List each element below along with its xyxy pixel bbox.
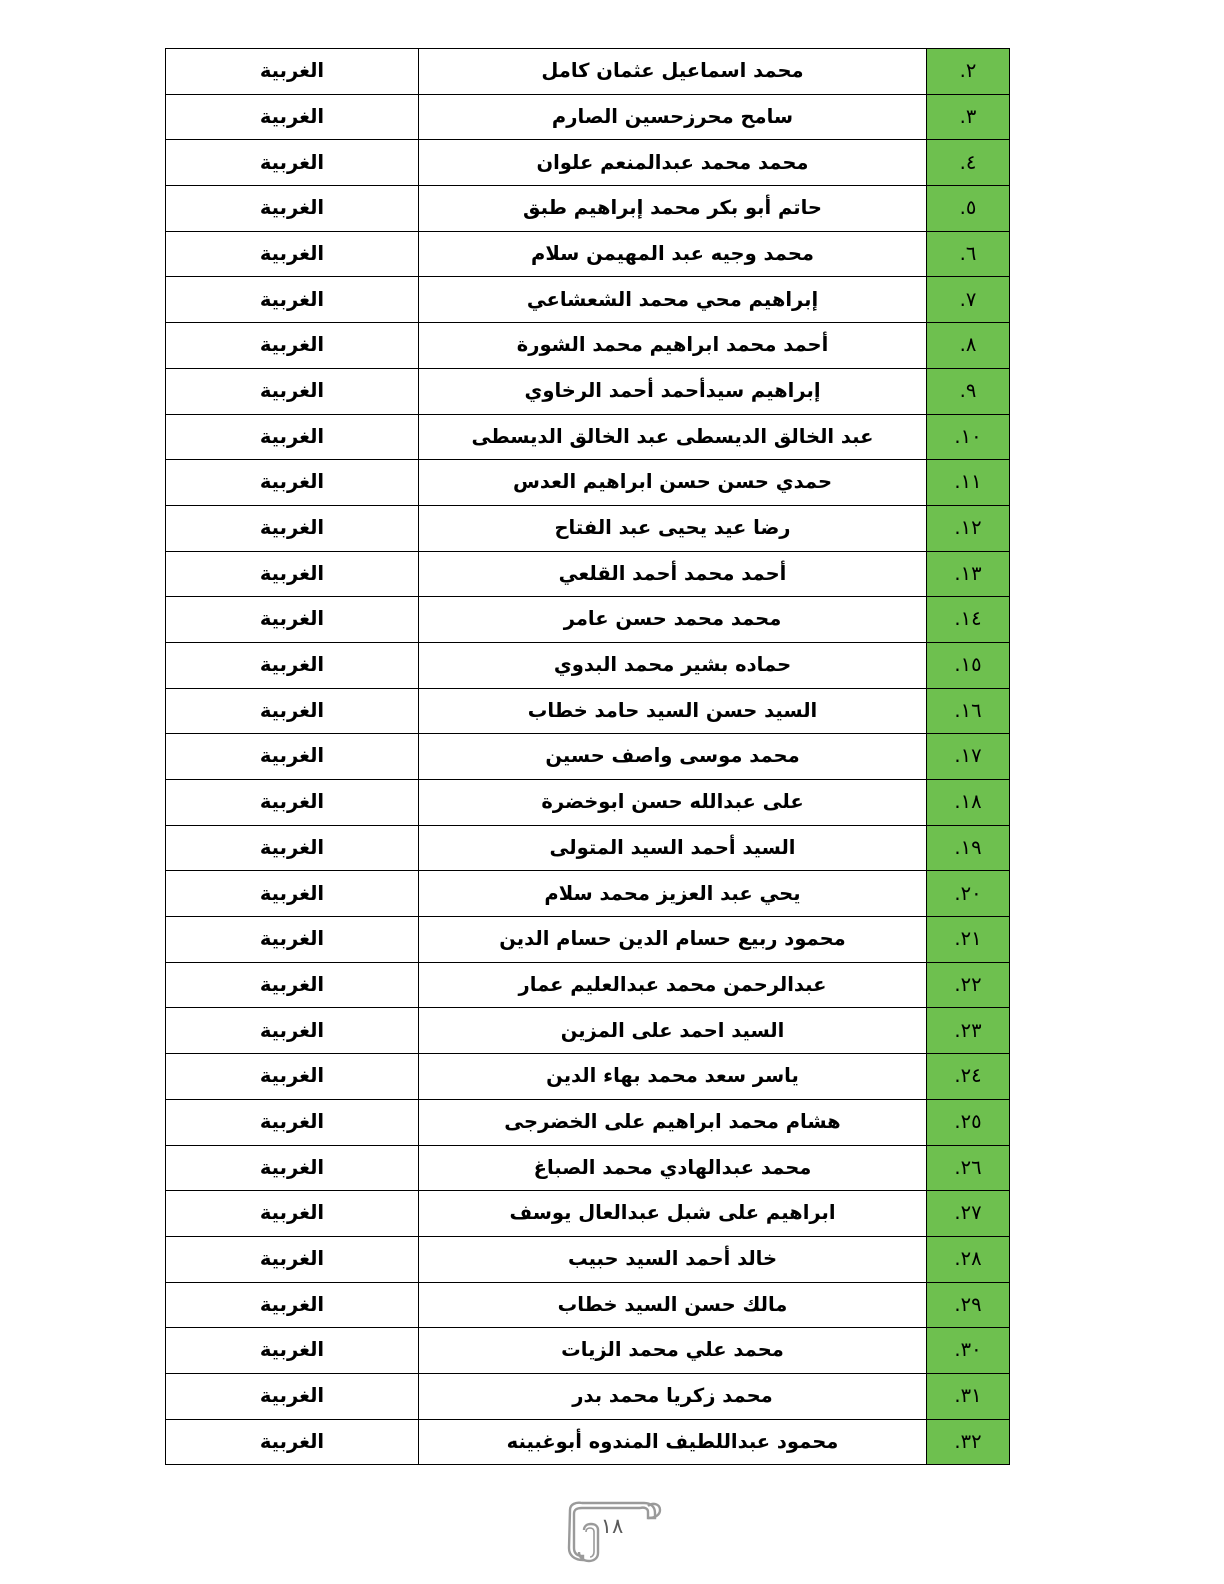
- row-number: ٢٦.: [927, 1145, 1010, 1191]
- row-governorate: الغربية: [166, 1191, 419, 1237]
- row-number: ٢.: [927, 49, 1010, 95]
- row-number: ١٧.: [927, 734, 1010, 780]
- row-governorate: الغربية: [166, 140, 419, 186]
- row-number: ٣١.: [927, 1373, 1010, 1419]
- row-number: ٩.: [927, 368, 1010, 414]
- row-number: ٨.: [927, 323, 1010, 369]
- row-number: ١٩.: [927, 825, 1010, 871]
- table-row: [166, 1054, 1010, 1100]
- row-governorate: الغربية: [166, 1328, 419, 1374]
- table-row: [166, 1328, 1010, 1374]
- row-number: ٤.: [927, 140, 1010, 186]
- row-number: ١٠.: [927, 414, 1010, 460]
- table-row: [166, 1419, 1010, 1465]
- row-governorate: الغربية: [166, 688, 419, 734]
- row-governorate: الغربية: [166, 642, 419, 688]
- row-governorate: الغربية: [166, 368, 419, 414]
- table-row: [166, 231, 1010, 277]
- row-name: محمد محمد حسن عامر: [419, 597, 927, 643]
- table-row: [166, 871, 1010, 917]
- table-row: [166, 642, 1010, 688]
- row-governorate: الغربية: [166, 597, 419, 643]
- row-number: ٢٧.: [927, 1191, 1010, 1237]
- row-number: ٢٣.: [927, 1008, 1010, 1054]
- row-name: السيد احمد على المزين: [419, 1008, 927, 1054]
- row-number: ٣٠.: [927, 1328, 1010, 1374]
- row-name: محمد عبدالهادي محمد الصباغ: [419, 1145, 927, 1191]
- row-governorate: الغربية: [166, 1419, 419, 1465]
- row-governorate: الغربية: [166, 414, 419, 460]
- names-table-container: [205, 48, 1010, 1465]
- row-governorate: الغربية: [166, 871, 419, 917]
- table-row: [166, 917, 1010, 963]
- row-name: محمد علي محمد الزيات: [419, 1328, 927, 1374]
- row-name: حماده بشير محمد البدوي: [419, 642, 927, 688]
- row-governorate: الغربية: [166, 1373, 419, 1419]
- row-number: ١٤.: [927, 597, 1010, 643]
- table-row: [166, 505, 1010, 551]
- row-name: رضا عيد يحيى عبد الفتاح: [419, 505, 927, 551]
- row-governorate: الغربية: [166, 825, 419, 871]
- row-name: محمود عبداللطيف المندوه أبوغبينه: [419, 1419, 927, 1465]
- row-governorate: الغربية: [166, 1282, 419, 1328]
- row-number: ٦.: [927, 231, 1010, 277]
- row-name: محمد زكريا محمد بدر: [419, 1373, 927, 1419]
- row-name: محمد وجيه عبد المهيمن سلام: [419, 231, 927, 277]
- row-number: ١٨.: [927, 780, 1010, 826]
- row-name: مالك حسن السيد خطاب: [419, 1282, 927, 1328]
- row-governorate: الغربية: [166, 734, 419, 780]
- row-governorate: الغربية: [166, 1054, 419, 1100]
- table-row: [166, 368, 1010, 414]
- row-governorate: الغربية: [166, 1236, 419, 1282]
- row-number: ٥.: [927, 186, 1010, 232]
- row-name: خالد أحمد السيد حبيب: [419, 1236, 927, 1282]
- row-name: ابراهيم على شبل عبدالعال يوسف: [419, 1191, 927, 1237]
- row-number: ٢٢.: [927, 962, 1010, 1008]
- table-row: [166, 1373, 1010, 1419]
- row-governorate: الغربية: [166, 186, 419, 232]
- table-row: [166, 551, 1010, 597]
- row-name: عبدالرحمن محمد عبدالعليم عمار: [419, 962, 927, 1008]
- row-number: ١٥.: [927, 642, 1010, 688]
- row-governorate: الغربية: [166, 505, 419, 551]
- row-governorate: الغربية: [166, 323, 419, 369]
- row-number: ٢١.: [927, 917, 1010, 963]
- table-row: [166, 323, 1010, 369]
- row-governorate: الغربية: [166, 780, 419, 826]
- table-row: [166, 825, 1010, 871]
- row-number: ٢٠.: [927, 871, 1010, 917]
- row-governorate: الغربية: [166, 1099, 419, 1145]
- row-governorate: الغربية: [166, 1145, 419, 1191]
- row-name: يحي عبد العزيز محمد سلام: [419, 871, 927, 917]
- names-table: [165, 48, 1010, 1465]
- table-row: [166, 49, 1010, 95]
- row-number: ١١.: [927, 460, 1010, 506]
- row-name: عبد الخالق الديسطى عبد الخالق الديسطى: [419, 414, 927, 460]
- table-row: [166, 688, 1010, 734]
- table-row: [166, 1008, 1010, 1054]
- row-name: إبراهيم محي محمد الشعشاعي: [419, 277, 927, 323]
- row-number: ٣٢.: [927, 1419, 1010, 1465]
- row-number: ٣.: [927, 94, 1010, 140]
- page-number-badge: [552, 1496, 672, 1566]
- row-name: هشام محمد ابراهيم على الخضرجى: [419, 1099, 927, 1145]
- row-governorate: الغربية: [166, 1008, 419, 1054]
- row-name: محمد محمد عبدالمنعم علوان: [419, 140, 927, 186]
- table-row: [166, 1282, 1010, 1328]
- table-row: [166, 734, 1010, 780]
- table-row: [166, 277, 1010, 323]
- table-row: [166, 1099, 1010, 1145]
- table-row: [166, 962, 1010, 1008]
- row-governorate: الغربية: [166, 962, 419, 1008]
- row-name: السيد حسن السيد حامد خطاب: [419, 688, 927, 734]
- row-name: محمود ربيع حسام الدين حسام الدين: [419, 917, 927, 963]
- table-row: [166, 597, 1010, 643]
- row-number: ٢٩.: [927, 1282, 1010, 1328]
- names-table-body: [166, 49, 1010, 1465]
- table-row: [166, 186, 1010, 232]
- table-row: [166, 1191, 1010, 1237]
- row-name: ياسر سعد محمد بهاء الدين: [419, 1054, 927, 1100]
- row-name: محمد موسى واصف حسين: [419, 734, 927, 780]
- row-number: ١٦.: [927, 688, 1010, 734]
- row-governorate: الغربية: [166, 460, 419, 506]
- row-number: ١٣.: [927, 551, 1010, 597]
- row-name: حاتم أبو بكر محمد إبراهيم طبق: [419, 186, 927, 232]
- row-governorate: الغربية: [166, 917, 419, 963]
- row-governorate: الغربية: [166, 277, 419, 323]
- row-name: إبراهيم سيدأحمد أحمد الرخاوي: [419, 368, 927, 414]
- table-row: [166, 94, 1010, 140]
- row-name: حمدي حسن حسن ابراهيم العدس: [419, 460, 927, 506]
- row-name: السيد أحمد السيد المتولى: [419, 825, 927, 871]
- row-name: على عبدالله حسن ابوخضرة: [419, 780, 927, 826]
- page-number: ١٨: [600, 1514, 624, 1538]
- table-row: [166, 780, 1010, 826]
- row-governorate: الغربية: [166, 231, 419, 277]
- row-number: ٢٨.: [927, 1236, 1010, 1282]
- table-row: [166, 140, 1010, 186]
- row-name: أحمد محمد أحمد القلعي: [419, 551, 927, 597]
- table-row: [166, 414, 1010, 460]
- row-number: ١٢.: [927, 505, 1010, 551]
- page-footer: [0, 1488, 1224, 1584]
- row-name: سامح محرزحسين الصارم: [419, 94, 927, 140]
- table-row: [166, 460, 1010, 506]
- row-governorate: الغربية: [166, 49, 419, 95]
- table-row: [166, 1145, 1010, 1191]
- table-row: [166, 1236, 1010, 1282]
- row-number: ٧.: [927, 277, 1010, 323]
- row-name: محمد اسماعيل عثمان كامل: [419, 49, 927, 95]
- row-number: ٢٥.: [927, 1099, 1010, 1145]
- row-governorate: الغربية: [166, 94, 419, 140]
- row-name: أحمد محمد ابراهيم محمد الشورة: [419, 323, 927, 369]
- row-number: ٢٤.: [927, 1054, 1010, 1100]
- row-governorate: الغربية: [166, 551, 419, 597]
